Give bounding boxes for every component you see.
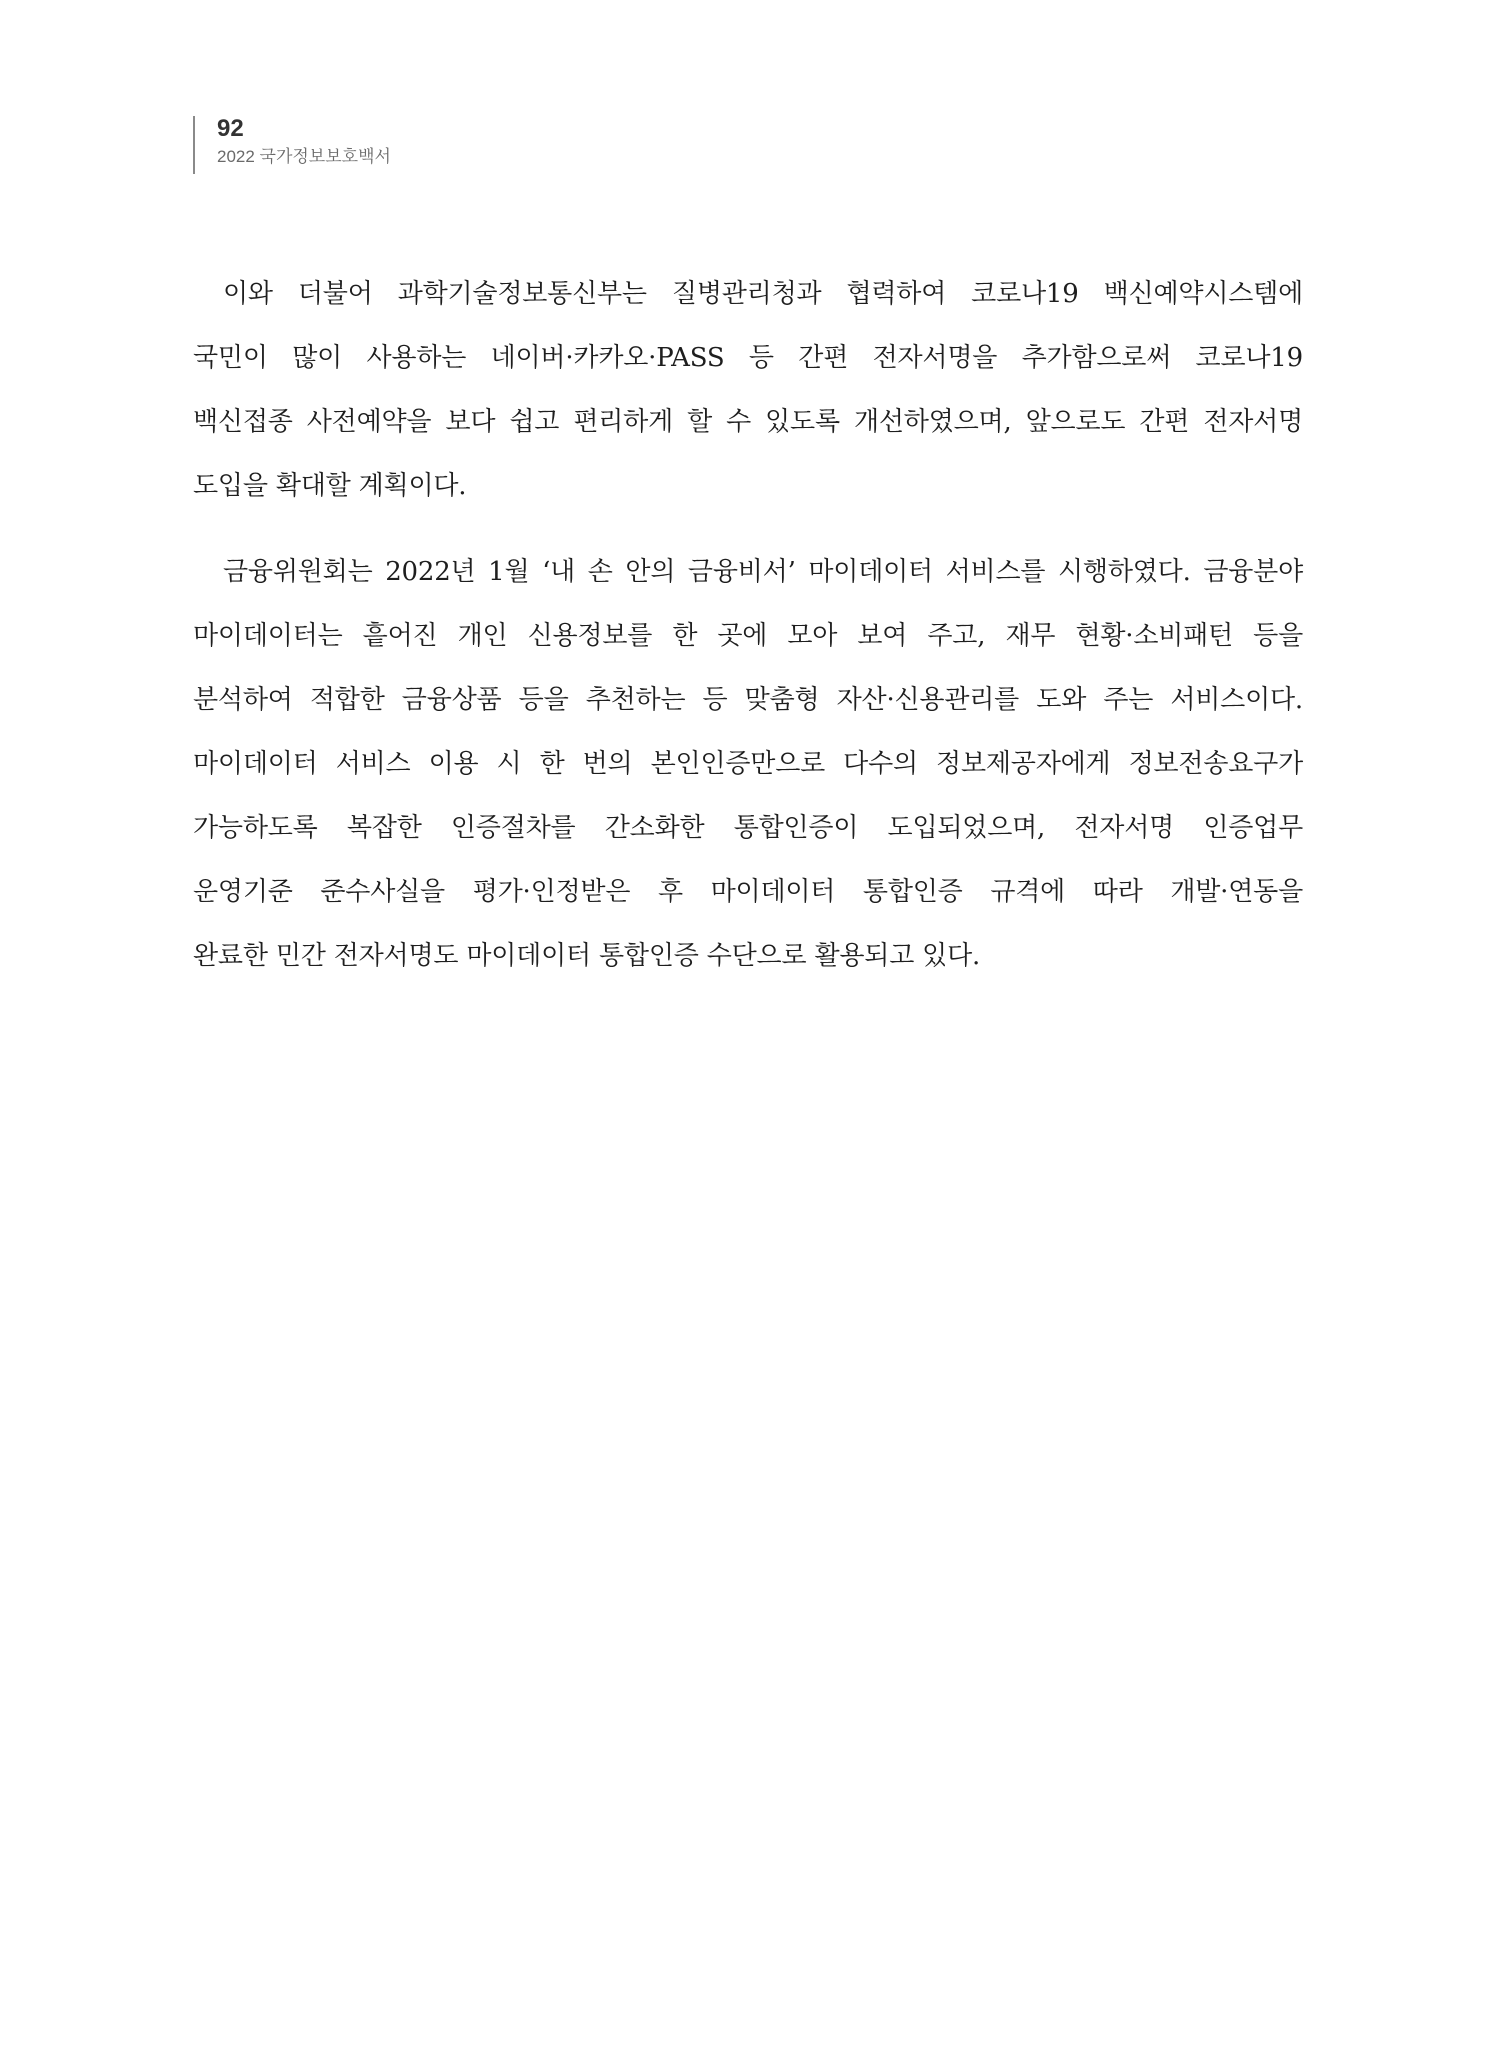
paragraph-line: 마이데이터는 흩어진 개인 신용정보를 한 곳에 모아 보여 주고, 재무 현황·소비패턴 등을 — [193, 621, 1303, 651]
body-text — [193, 262, 1303, 1010]
paragraph-line: 가능하도록 복잡한 인증절차를 간소화한 통합인증이 도입되었으며, 전자서명 인증업무 — [193, 813, 1303, 843]
paragraph-line: 이와 더불어 과학기술정보통신부는 질병관리청과 협력하여 코로나19 백신예약시스템에 — [223, 279, 1303, 309]
paragraph-line: 운영기준 준수사실을 평가·인정받은 후 마이데이터 통합인증 규격에 따라 개발·연동을 — [193, 877, 1303, 907]
paragraph-2 — [193, 540, 1303, 988]
page-number: 92 — [217, 115, 244, 142]
paragraph-line: 분석하여 적합한 금융상품 등을 추천하는 등 맞춤형 자산·신용관리를 도와 주는 서비스이다. — [193, 685, 1303, 715]
paragraph-line: 금융위원회는 2022년 1월 ‘내 손 안의 금융비서’ 마이데이터 서비스를 시행하였다. 금융분야 — [223, 557, 1303, 587]
paragraph-line: 도입을 확대할 계획이다. — [193, 471, 467, 501]
paragraph-line: 완료한 민간 전자서명도 마이데이터 통합인증 수단으로 활용되고 있다. — [193, 941, 981, 971]
paragraph-line: 국민이 많이 사용하는 네이버·카카오·PASS 등 간편 전자서명을 추가함으로써 코로나19 — [193, 343, 1303, 373]
paragraph-line: 마이데이터 서비스 이용 시 한 번의 본인인증만으로 다수의 정보제공자에게 정보전송요구가 — [193, 749, 1303, 779]
paragraph-1 — [193, 262, 1303, 518]
paragraph-line: 백신접종 사전예약을 보다 쉽고 편리하게 할 수 있도록 개선하였으며, 앞으로도 간편 전자서명 — [193, 407, 1303, 437]
page-header — [193, 116, 391, 174]
running-title: 2022 국가정보보호백서 — [217, 147, 391, 166]
